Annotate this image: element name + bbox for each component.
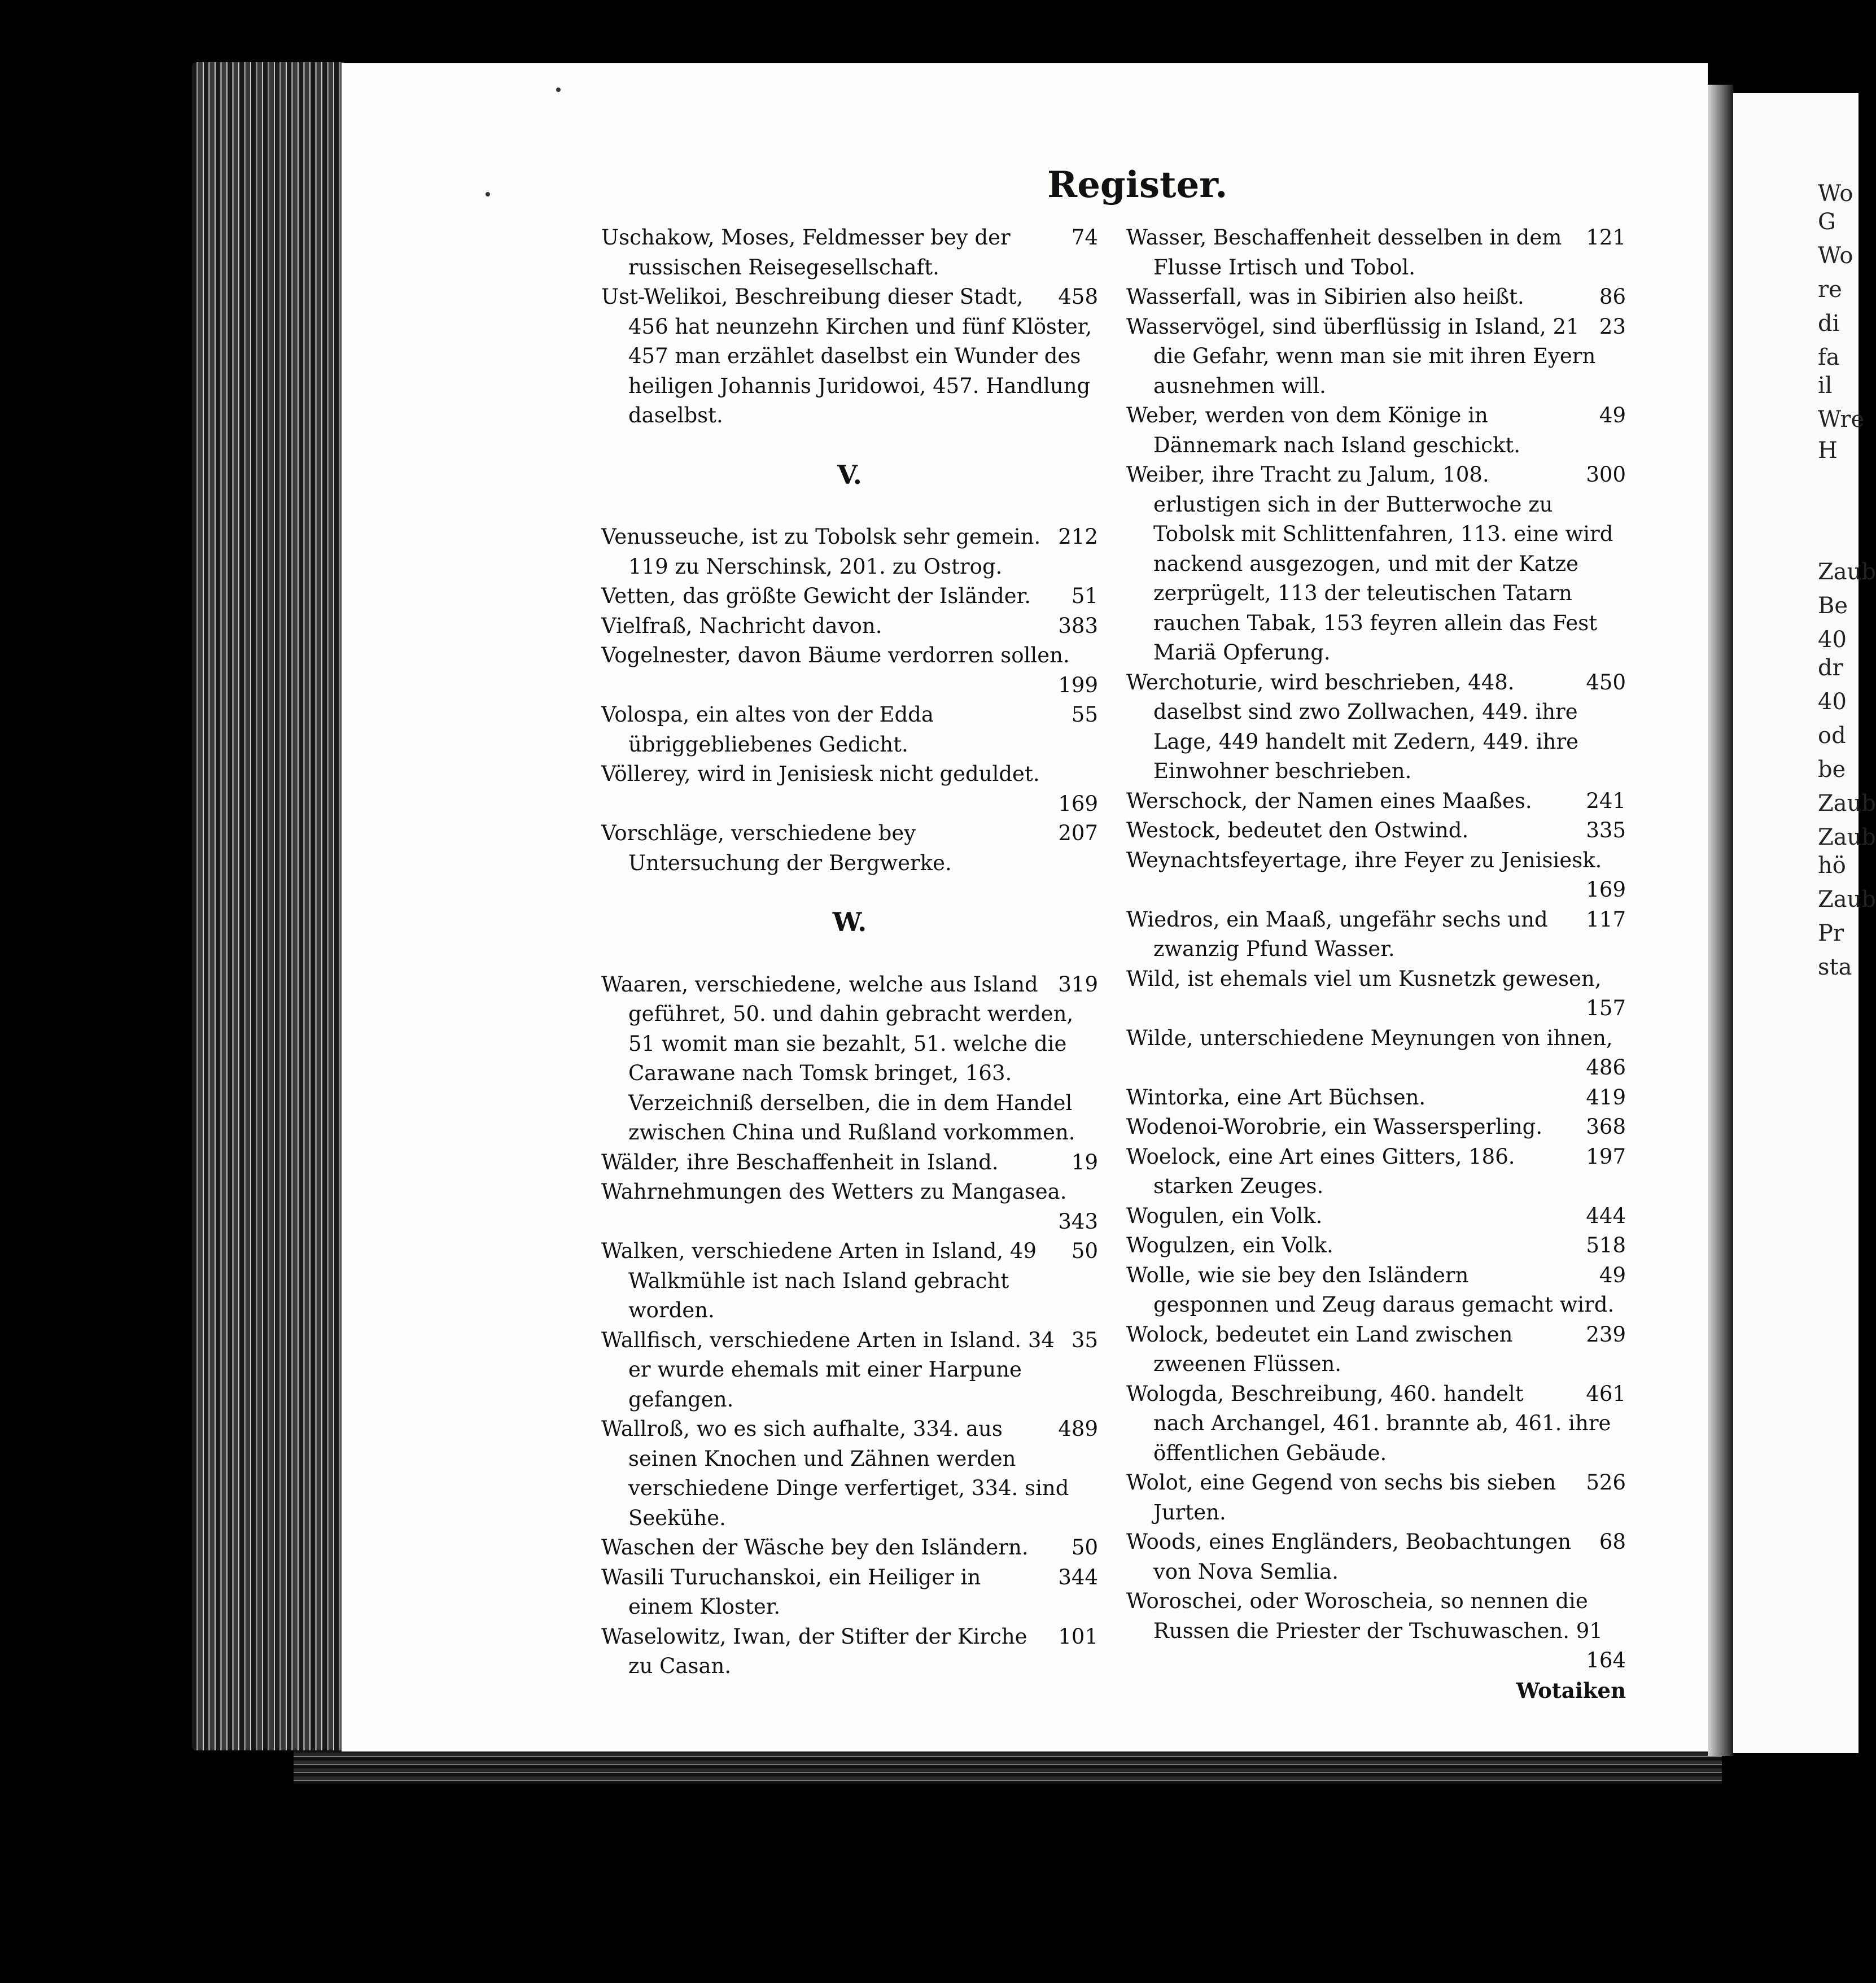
index-entry-text: Wallfisch, verschiedene Arten in Island. 34 er wurde ehemals mit einer Harpune gefangen.	[601, 1327, 1055, 1412]
index-page-number: 55	[1071, 702, 1098, 727]
index-entry	[1126, 905, 1626, 964]
print-speck	[556, 88, 561, 92]
index-page-number: 49	[1599, 1263, 1626, 1287]
index-entry	[601, 1148, 1098, 1178]
index-entry	[601, 282, 1098, 431]
index-entry	[601, 1177, 1098, 1207]
index-entry-text: Waselowitz, Iwan, der Stifter der Kirche zu Casan.	[601, 1624, 1027, 1678]
index-entry-text: Weber, werden von dem Könige in Dännemark nach Island geschickt.	[1126, 403, 1520, 457]
index-entry	[1126, 1261, 1626, 1320]
index-page-number: 197	[1586, 1144, 1626, 1169]
index-entry-text: Wogulen, ein Volk.	[1126, 1203, 1323, 1228]
index-entry-text: Woelock, eine Art eines Gitters, 186. starken Zeuges.	[1126, 1144, 1515, 1198]
index-entry-text: Waschen der Wäsche bey den Isländern.	[601, 1535, 1029, 1560]
index-entry	[1126, 1202, 1626, 1231]
index-entry-text: Venusseuche, ist zu Tobolsk sehr gemein. 119 zu Nerschinsk, 201. zu Ostrog.	[601, 525, 1041, 579]
index-page-number: 450	[1586, 670, 1626, 695]
index-entry-text: Wasili Turuchanskoi, ein Heiliger in einem Kloster.	[601, 1565, 981, 1619]
index-page-number: 117	[1586, 907, 1626, 932]
index-entry	[1126, 460, 1626, 668]
index-entry-text: Wahrnehmungen des Wetters zu Mangasea.	[601, 1180, 1067, 1204]
index-page-number: 50	[1071, 1239, 1098, 1263]
index-page-number: 461	[1586, 1381, 1626, 1406]
index-page-number: 86	[1599, 285, 1626, 309]
index-page-number: 383	[1058, 613, 1098, 638]
index-entry	[1126, 1142, 1626, 1202]
index-page-number: 212	[1058, 525, 1098, 549]
index-page-number: 199	[1058, 672, 1098, 697]
index-entry-text: Volospa, ein altes von der Edda übriggebliebenes Gedicht.	[601, 702, 934, 757]
index-entry	[1126, 816, 1626, 846]
index-entry	[601, 1326, 1098, 1415]
index-entry	[1126, 1024, 1626, 1054]
index-page-number: 101	[1058, 1624, 1098, 1649]
index-entry	[1126, 401, 1626, 460]
index-entry	[601, 522, 1098, 582]
index-entry	[601, 759, 1098, 789]
index-entry-text: Vielfraß, Nachricht davon.	[601, 613, 882, 638]
index-entry-text: Wolot, eine Gegend von sechs bis sieben Jurten.	[1126, 1470, 1556, 1525]
index-entry	[601, 612, 1098, 641]
adjacent-page-text-fragment: Wo	[1818, 243, 1853, 269]
index-entry	[1126, 1527, 1626, 1587]
index-entry	[601, 1533, 1098, 1563]
index-entry-text: Wintorka, eine Art Büchsen.	[1126, 1085, 1426, 1110]
index-entry-text: Wogulzen, ein Volk.	[1126, 1233, 1333, 1257]
index-entry-text: Vorschläge, verschiedene bey Untersuchung der Bergwerke.	[601, 821, 952, 875]
adjacent-page-text-fragment: Wo	[1818, 181, 1853, 207]
adjacent-page-text-fragment: dr	[1818, 655, 1843, 681]
index-entry-text: Werschock, der Namen eines Maaßes.	[1126, 788, 1532, 813]
section-letter-heading: V.	[837, 459, 862, 490]
adjacent-page-text-fragment: H	[1818, 438, 1838, 464]
index-page-number: 335	[1586, 818, 1626, 842]
index-page-number: 23	[1599, 314, 1626, 339]
index-entry	[1126, 1379, 1626, 1469]
index-entry	[1126, 787, 1626, 816]
index-page-number: 486	[1586, 1055, 1626, 1080]
left-index-column	[601, 223, 1098, 1681]
page-title: Register.	[1047, 164, 1228, 206]
index-entry-text: Vogelnester, davon Bäume verdorren sollen.	[601, 643, 1070, 667]
index-entry-text: Waaren, verschiedene, welche aus Island geführet, 50. und dahin gebracht werden, 51 womit man sie bezahlt, 51. welche die Carawane nach Tomsk bringet, 163. Verzeichniß derselben, die in dem Handel zwischen China und Rußland vorkommen.	[601, 972, 1075, 1145]
adjacent-page-text-fragment: di	[1818, 311, 1840, 337]
index-entry	[1126, 1587, 1626, 1646]
book-page-edges	[192, 62, 344, 1750]
index-entry	[601, 641, 1098, 671]
index-entry	[1126, 223, 1626, 282]
catchword: Wotaiken	[1516, 1678, 1626, 1703]
index-page-number: 241	[1586, 788, 1626, 813]
index-entry	[601, 1622, 1098, 1681]
index-page-number: 68	[1599, 1530, 1626, 1554]
adjacent-page-text-fragment: G	[1818, 209, 1836, 235]
index-entry	[601, 1414, 1098, 1533]
adjacent-page-text-fragment: Wre	[1818, 407, 1865, 433]
index-entry-text: Ust-Welikoi, Beschreibung dieser Stadt, 456 hat neunzehn Kirchen und fünf Klöster, 457 man erzählet daselbst ein Wunder des heiligen Johannis Juridowoi, 457. Handlung daselbst.	[601, 285, 1092, 427]
adjacent-page-text-fragment: hö	[1818, 853, 1846, 879]
index-entry	[1126, 846, 1626, 876]
adjacent-page-text-fragment: Zaub	[1818, 790, 1876, 816]
index-entry	[1126, 1468, 1626, 1527]
adjacent-page-text-fragment: 40	[1818, 627, 1847, 653]
index-page-number: 526	[1586, 1470, 1626, 1495]
index-page-number: 343	[1058, 1209, 1098, 1234]
index-page-number: 518	[1586, 1233, 1626, 1257]
index-entry	[601, 1563, 1098, 1622]
section-letter-heading: W.	[832, 907, 867, 937]
index-entry-text: Westock, bedeutet den Ostwind.	[1126, 818, 1469, 842]
index-page-number: 444	[1586, 1203, 1626, 1228]
book-gutter	[1708, 85, 1733, 1756]
index-page-number: 458	[1058, 285, 1098, 309]
adjacent-page-text-fragment: Pr	[1818, 920, 1844, 946]
index-entry	[1126, 1320, 1626, 1379]
print-speck	[486, 192, 490, 196]
index-entry	[601, 970, 1098, 1148]
index-entry-text: Vetten, das größte Gewicht der Isländer.	[601, 584, 1031, 608]
index-entry-text: Wasser, Beschaffenheit desselben in dem Flusse Irtisch und Tobol.	[1126, 225, 1562, 279]
adjacent-page-text-fragment: il	[1818, 373, 1833, 399]
index-entry-text: Weynachtsfeyertage, ihre Feyer zu Jenisiesk.	[1126, 848, 1602, 872]
adjacent-page-fragment	[1733, 93, 1876, 1753]
adjacent-page-text-fragment: Zaub	[1818, 886, 1876, 912]
index-entry-text: Wolock, bedeutet ein Land zwischen zweenen Flüssen.	[1126, 1322, 1513, 1376]
index-page-number: 368	[1586, 1115, 1626, 1139]
index-page-number: 51	[1071, 584, 1098, 608]
book-bottom-edges	[294, 1750, 1722, 1784]
index-entry	[601, 819, 1098, 878]
index-page-number: 74	[1071, 225, 1098, 250]
index-page-number: 121	[1586, 225, 1626, 250]
index-entry	[1126, 668, 1626, 787]
index-entry	[1126, 1231, 1626, 1261]
index-entry-text: Wasservögel, sind überflüssig in Island, 21 die Gefahr, wenn man sie mit ihren Eyern ausnehmen will.	[1126, 314, 1596, 398]
index-entry	[601, 582, 1098, 612]
index-entry-text: Wälder, ihre Beschaffenheit in Island.	[601, 1150, 999, 1174]
index-page-number: 49	[1599, 403, 1626, 427]
adjacent-page-text-fragment: Zaub	[1818, 824, 1876, 850]
index-entry-text: Wolle, wie sie bey den Isländern gesponnen und Zeug daraus gemacht wird.	[1126, 1263, 1615, 1317]
index-entry-text: Wild, ist ehemals viel um Kusnetzk gewesen,	[1126, 966, 1602, 991]
index-entry-text: Wallroß, wo es sich aufhalte, 334. aus seinen Knochen und Zähnen werden verschiedene Dinge verfertiget, 334. sind Seekühe.	[601, 1417, 1069, 1530]
index-entry-text: Wasserfall, was in Sibirien also heißt.	[1126, 285, 1524, 309]
index-entry	[601, 1237, 1098, 1326]
index-entry-text: Woods, eines Engländers, Beobachtungen von Nova Semlia.	[1126, 1530, 1572, 1584]
index-entry	[1126, 312, 1626, 401]
index-entry-text: Wiedros, ein Maaß, ungefähr sechs und zwanzig Pfund Wasser.	[1126, 907, 1548, 961]
index-page-number: 344	[1058, 1565, 1098, 1589]
index-page-number: 489	[1058, 1417, 1098, 1441]
adjacent-page-text-fragment: Zaub	[1818, 559, 1876, 585]
index-entry	[601, 700, 1098, 759]
index-page-number: 164	[1586, 1648, 1626, 1672]
index-entry-text: Werchoturie, wird beschrieben, 448. daselbst sind zwo Zollwachen, 449. ihre Lage, 449 handelt mit Zedern, 449. ihre Einwohner beschrieben.	[1126, 670, 1579, 783]
index-page-number: 419	[1586, 1085, 1626, 1110]
index-entry	[1126, 964, 1626, 994]
index-entry	[1126, 1083, 1626, 1113]
index-entry	[1126, 1112, 1626, 1142]
index-entry	[1126, 282, 1626, 312]
adjacent-page-text-fragment: 40	[1818, 689, 1847, 715]
index-entry-text: Woroschei, oder Woroscheia, so nennen die Russen die Priester der Tschuwaschen. 91	[1126, 1589, 1603, 1643]
index-entry-text: Wodenoi-Worobrie, ein Wassersperling.	[1126, 1115, 1543, 1139]
right-index-column	[1126, 223, 1626, 1705]
adjacent-page-text-fragment: fa	[1818, 344, 1840, 370]
index-page-number: 169	[1058, 791, 1098, 816]
index-entry-text: Wilde, unterschiedene Meynungen von ihnen,	[1126, 1025, 1613, 1050]
index-page-number: 35	[1071, 1327, 1098, 1352]
index-page-number: 239	[1586, 1322, 1626, 1347]
adjacent-page-text-fragment: be	[1818, 757, 1846, 783]
index-page-number: 300	[1586, 462, 1626, 487]
index-page-number: 50	[1071, 1535, 1098, 1560]
index-page-number: 207	[1058, 821, 1098, 845]
index-page-number: 169	[1586, 877, 1626, 902]
adjacent-page-text-fragment: od	[1818, 723, 1846, 749]
index-page-number: 319	[1058, 972, 1098, 997]
adjacent-page-text-fragment: re	[1818, 277, 1842, 303]
adjacent-page-text-fragment: Be	[1818, 593, 1848, 619]
index-page-number: 157	[1586, 996, 1626, 1020]
index-entry	[601, 223, 1098, 282]
index-entry-text: Weiber, ihre Tracht zu Jalum, 108. erlustigen sich in der Butterwoche zu Tobolsk mit Schlittenfahren, 113. eine wird nackend ausgezogen, und mit der Katze zerprügelt, 113 der teleutischen Tatarn rauchen Tabak, 153 feyren allein das Fest Mariä Opferung.	[1126, 462, 1613, 665]
index-page-number: 19	[1071, 1150, 1098, 1174]
index-entry-text: Wologda, Beschreibung, 460. handelt nach Archangel, 461. brannte ab, 461. ihre öffentlichen Gebäude.	[1126, 1381, 1611, 1465]
adjacent-page-text-fragment: sta	[1818, 954, 1852, 980]
index-entry-text: Uschakow, Moses, Feldmesser bey der russischen Reisegesellschaft.	[601, 225, 1011, 279]
index-entry-text: Völlerey, wird in Jenisiesk nicht geduldet.	[601, 762, 1040, 786]
index-entry-text: Walken, verschiedene Arten in Island, 49 Walkmühle ist nach Island gebracht worden.	[601, 1239, 1037, 1322]
